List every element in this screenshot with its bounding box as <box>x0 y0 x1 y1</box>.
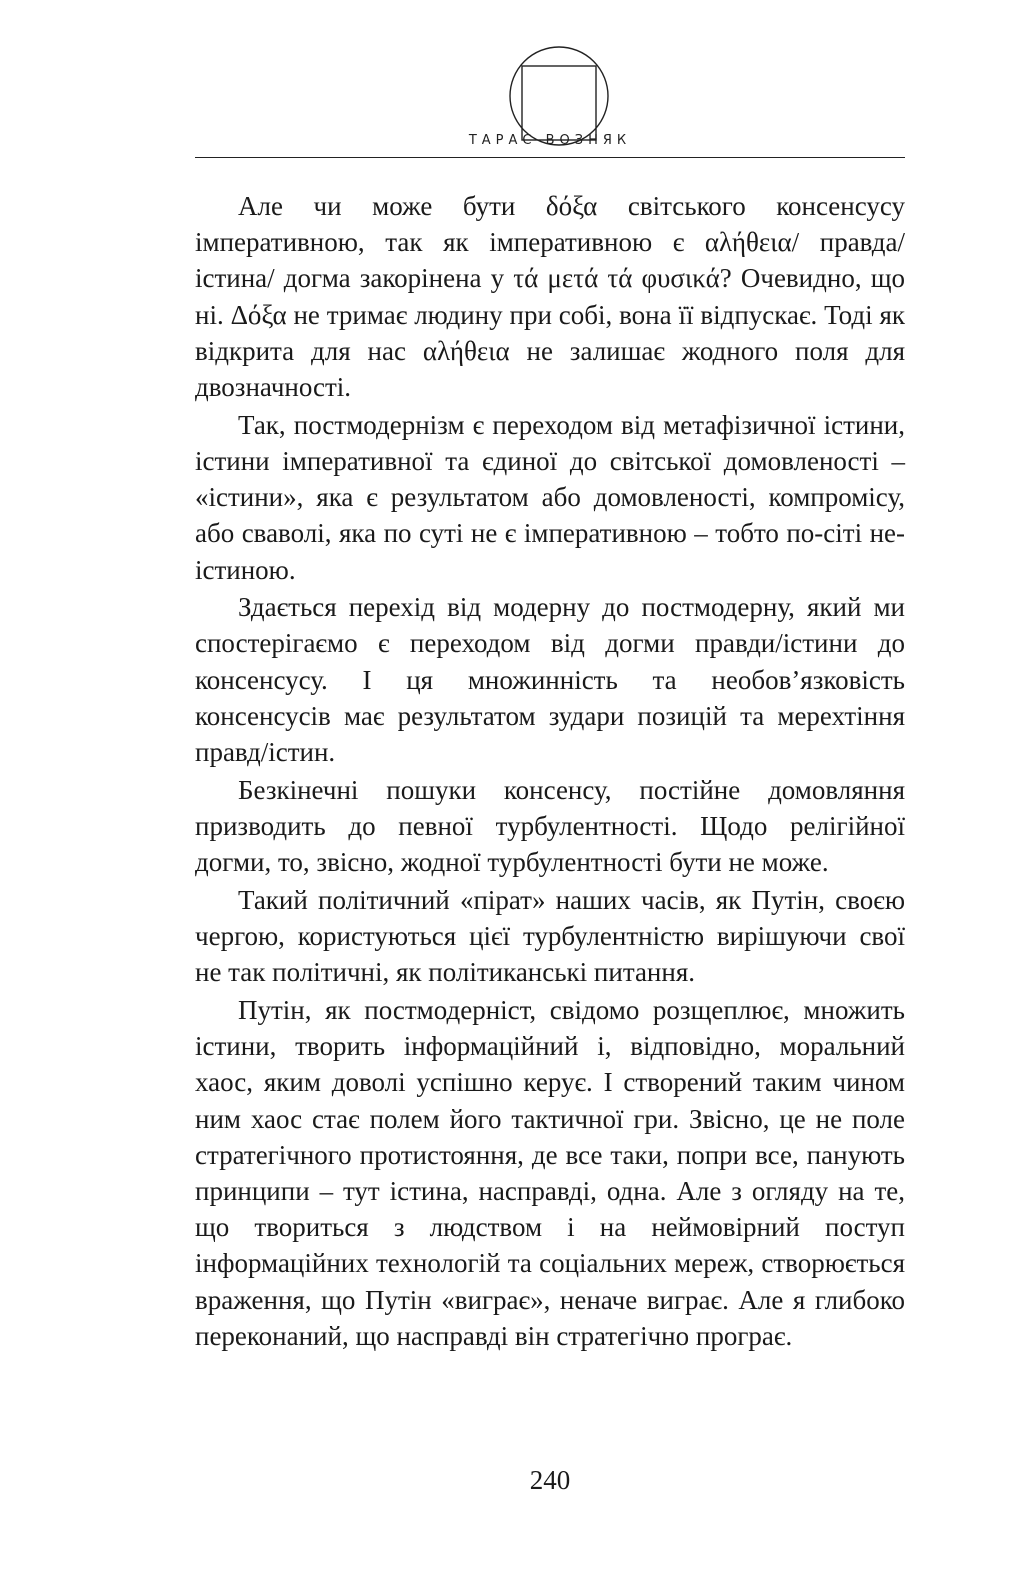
paragraph: Путін, як постмодерніст, свідомо розщеплює, множить істини, творить інформаційний і, відповідно, моральний хаос, яким доволі успішно керує. І створений таким чином ним хаос стає полем його тактичної гри. Звісно, це не поле стратегічного протистояння, де все таки, попри все, панують принципи – тут істина, насправді, одна. Але з огляду на те, що твориться з людством і на неймовірний поступ інформаційних технологій та соціальних мереж, створюється враження, що Путін «виграє», неначе виграє. Але я глибоко переконаний, що насправді він стратегічно програє. <box>195 994 905 1351</box>
paragraph: Але чи може бути δόξα світського консенсусу імперативною, так як імперативною є αλήθεια/ правда/ істина/ догма закорінена у τά μετά τά φυσικά? Очевидно, що ні. Δόξα не тримає людину при собі, вона її відпускає. Тоді як відкрита для нас αλήθεια не залишає жодного поля для двозначності. <box>195 191 905 403</box>
paragraph: Здається перехід від модерну до постмодерну, який ми спостерігаємо є переходом від догми правди/істини до консенсусу. І ця множинність та необов’язковість консенсусів має результатом зудари позицій та мерехтіння правд/істин. <box>195 592 905 768</box>
circle-square-emblem-icon <box>508 45 610 147</box>
paragraph: Такий політичний «пірат» наших часів, як Путін, своєю чергою, користуються цієї турбулентністю вирішуючи свої не так політичні, як політиканські питання. <box>195 884 905 988</box>
paragraph: Так, постмодернізм є переходом від метафізичної істини, істини імперативної та єдиної до світської домовленості – «істини», яка є результатом або домовленості, компромісу, або сваволі, яка по суті не є імперативною – тобто по-сіті не-істиною. <box>195 409 905 585</box>
body-text <box>195 188 905 1528</box>
page-number: 240 <box>529 1465 571 1495</box>
header-rule <box>195 157 905 158</box>
paragraph: Безкінечні пошуки консенсу, постійне домовляння призводить до певної турбулентності. Щодо релігійної догми, то, звісно, жодної турбулентності бути не може. <box>195 774 905 878</box>
running-head-author: ТАРАС ВОЗНЯК <box>468 133 632 148</box>
